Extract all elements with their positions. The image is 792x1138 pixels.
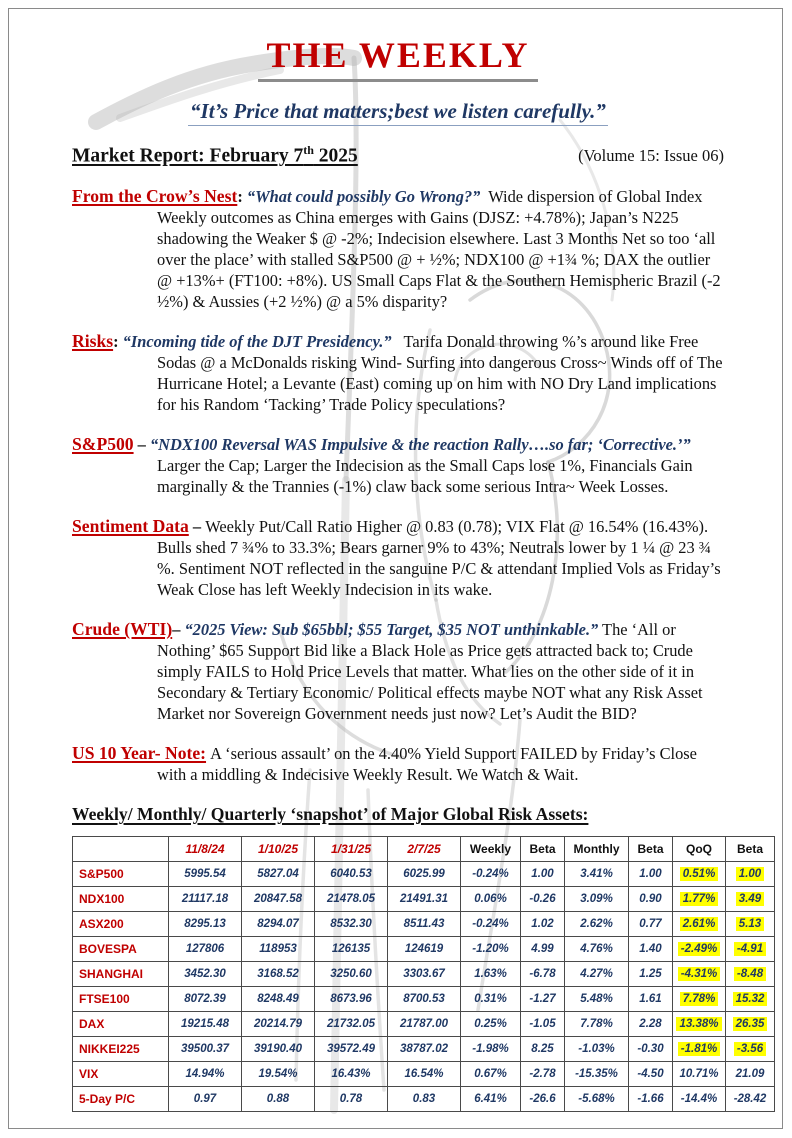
value-cell: 3168.52 — [242, 962, 315, 987]
value-cell: 0.77 — [629, 912, 673, 937]
row-label: S&P500 — [73, 862, 169, 887]
value-cell: 21732.05 — [315, 1012, 388, 1037]
column-header: QoQ — [673, 837, 726, 862]
table-header-row — [73, 837, 775, 862]
value-cell: 7.78% — [673, 987, 726, 1012]
section-sentiment-data — [72, 516, 724, 600]
row-label: NDX100 — [73, 887, 169, 912]
value-cell: 3.49 — [726, 887, 775, 912]
value-cell: 3.09% — [565, 887, 629, 912]
section-quote: “Incoming tide of the DJT Presidency.” — [122, 332, 392, 352]
value-cell: 5827.04 — [242, 862, 315, 887]
value-cell: 1.00 — [521, 862, 565, 887]
section-quote: “2025 View: Sub $65bbl; $55 Target, $35 NOT unthinkable.” — [184, 620, 599, 640]
value-cell: 5.48% — [565, 987, 629, 1012]
value-cell: -8.48 — [726, 962, 775, 987]
value-cell: 19.54% — [242, 1062, 315, 1087]
table-row — [73, 987, 775, 1012]
section-risks — [72, 331, 724, 415]
value-cell: 3.41% — [565, 862, 629, 887]
section-separator: : — [113, 332, 123, 352]
value-cell: 118953 — [242, 937, 315, 962]
value-cell: 39572.49 — [315, 1037, 388, 1062]
row-label: SHANGHAI — [73, 962, 169, 987]
value-cell: -1.05 — [521, 1012, 565, 1037]
value-cell: -1.98% — [461, 1037, 521, 1062]
value-cell: 38787.02 — [388, 1037, 461, 1062]
value-cell: 20214.79 — [242, 1012, 315, 1037]
value-cell: -0.26 — [521, 887, 565, 912]
value-cell: 21787.00 — [388, 1012, 461, 1037]
value-cell: 2.61% — [673, 912, 726, 937]
value-cell: 21.09 — [726, 1062, 775, 1087]
table-row — [73, 1012, 775, 1037]
table-row — [73, 1062, 775, 1087]
row-label: NIKKEI225 — [73, 1037, 169, 1062]
value-cell: 8294.07 — [242, 912, 315, 937]
row-label: VIX — [73, 1062, 169, 1087]
column-header: Beta — [521, 837, 565, 862]
value-cell: -1.27 — [521, 987, 565, 1012]
table-header — [73, 837, 775, 862]
value-cell: -15.35% — [565, 1062, 629, 1087]
section-separator: – — [172, 620, 185, 640]
value-cell: 2.62% — [565, 912, 629, 937]
table-row — [73, 912, 775, 937]
value-cell: 0.97 — [169, 1087, 242, 1112]
value-cell: 8511.43 — [388, 912, 461, 937]
value-cell: -6.78 — [521, 962, 565, 987]
value-cell: 4.99 — [521, 937, 565, 962]
row-label: BOVESPA — [73, 937, 169, 962]
value-cell: -1.66 — [629, 1087, 673, 1112]
table-row — [73, 862, 775, 887]
value-cell: 0.83 — [388, 1087, 461, 1112]
value-cell: 6025.99 — [388, 862, 461, 887]
value-cell: 124619 — [388, 937, 461, 962]
value-cell: 8673.96 — [315, 987, 388, 1012]
value-cell: 16.54% — [388, 1062, 461, 1087]
value-cell: 0.51% — [673, 862, 726, 887]
value-cell: -2.49% — [673, 937, 726, 962]
report-date-ordinal: th — [303, 142, 314, 157]
table-row — [73, 1037, 775, 1062]
column-header: Weekly — [461, 837, 521, 862]
value-cell: 4.27% — [565, 962, 629, 987]
value-cell: -3.56 — [726, 1037, 775, 1062]
section-body: A ‘serious assault’ on the 4.40% Yield Support FAILED by Friday’s Close with a middling & Indecisive Weekly Result. We Watch & Wait. — [157, 744, 697, 785]
value-cell: 0.06% — [461, 887, 521, 912]
tagline: “It’s Price that matters;best we listen carefully.” — [188, 99, 608, 126]
value-cell: -4.50 — [629, 1062, 673, 1087]
value-cell: -0.30 — [629, 1037, 673, 1062]
value-cell: -5.68% — [565, 1087, 629, 1112]
value-cell: -4.91 — [726, 937, 775, 962]
page-title: THE WEEKLY — [258, 36, 537, 82]
row-label: DAX — [73, 1012, 169, 1037]
value-cell: -14.4% — [673, 1087, 726, 1112]
value-cell: 21478.05 — [315, 887, 388, 912]
table-row — [73, 937, 775, 962]
section-body: Weekly Put/Call Ratio Higher @ 0.83 (0.78); VIX Flat @ 16.54% (16.43%). Bulls shed 7 ¾% to 33.3%; Bears garner 9% to 43%; Neutrals lower by 1 ¼ @ 23 ¾ %. Sentiment NOT reflected in the sanguine P/C & attendant Implied Vols as Friday’s Weak Close has left Weekly Indecision in its wake. — [157, 517, 721, 600]
corner-cell — [73, 837, 169, 862]
value-cell: 5.13 — [726, 912, 775, 937]
section-separator: : — [237, 187, 247, 207]
value-cell: 8700.53 — [388, 987, 461, 1012]
section-sp500 — [72, 434, 724, 497]
value-cell: -2.78 — [521, 1062, 565, 1087]
value-cell: 3303.67 — [388, 962, 461, 987]
value-cell: 0.88 — [242, 1087, 315, 1112]
value-cell: 16.43% — [315, 1062, 388, 1087]
value-cell: 2.28 — [629, 1012, 673, 1037]
value-cell: 6.41% — [461, 1087, 521, 1112]
risk-assets-table — [72, 836, 775, 1112]
section-quote: “NDX100 Reversal WAS Impulsive & the reaction Rally….so far; ‘Corrective.’” — [149, 435, 691, 455]
section-header: S&P500 — [72, 434, 134, 455]
section-quote: “What could possibly Go Wrong?” — [246, 187, 481, 207]
value-cell: 26.35 — [726, 1012, 775, 1037]
section-body: Wide dispersion of Global Index Weekly outcomes as China emerges with Gains (DJSZ: +4.78%); Japan’s N225 shadowing the Weaker $ @ -2%; Indecision elsewhere. Last 3 Months Net so too ‘all over the place’ with stalled S&P500 @ + ½%; NDX100 @ +1¾ %; DAX the outlier @ +13%+ (FT100: +8%). US Small Caps Flat & the Southern Hemispheric Brazil (-2 ½%) & Aussies (+2 ½%) @ a 5% disparity? — [157, 187, 721, 312]
value-cell: 1.25 — [629, 962, 673, 987]
table-row — [73, 1087, 775, 1112]
column-header: Beta — [629, 837, 673, 862]
value-cell: 1.02 — [521, 912, 565, 937]
value-cell: 19215.48 — [169, 1012, 242, 1037]
section-body: Tarifa Donald throwing %’s around like Free Sodas @ a McDonalds risking Wind- Surfing into dangerous Cross~ Winds off of The Hurricane Hotel; a Levante (East) coming up on him with NO Dry Land implications for his Random ‘Tacking’ Trade Policy speculations? — [157, 332, 723, 415]
value-cell: 1.00 — [726, 862, 775, 887]
value-cell: 7.78% — [565, 1012, 629, 1037]
section-body: Larger the Cap; Larger the Indecision as the Small Caps lose 1%, Financials Gain marginally & the Trannies (-1%) claw back some serious Intra~ Week Losses. — [157, 456, 693, 497]
row-label: FTSE100 — [73, 987, 169, 1012]
value-cell: -26.6 — [521, 1087, 565, 1112]
section-us-10-year-note — [72, 743, 724, 785]
report-date-suffix: 2025 — [313, 145, 358, 167]
value-cell: 127806 — [169, 937, 242, 962]
value-cell: 0.90 — [629, 887, 673, 912]
value-cell: -28.42 — [726, 1087, 775, 1112]
column-header: Monthly — [565, 837, 629, 862]
value-cell: 8.25 — [521, 1037, 565, 1062]
section-header: Sentiment Data — [72, 516, 189, 537]
row-label: 5-Day P/C — [73, 1087, 169, 1112]
snapshot-heading: Weekly/ Monthly/ Quarterly ‘snapshot’ of Major Global Risk Assets: — [72, 804, 589, 825]
value-cell: 20847.58 — [242, 887, 315, 912]
column-header: 1/31/25 — [315, 837, 388, 862]
value-cell: 0.25% — [461, 1012, 521, 1037]
value-cell: -0.24% — [461, 912, 521, 937]
value-cell: 4.76% — [565, 937, 629, 962]
value-cell: 126135 — [315, 937, 388, 962]
value-cell: 6040.53 — [315, 862, 388, 887]
section-header: From the Crow’s Nest — [72, 186, 238, 207]
value-cell: 1.00 — [629, 862, 673, 887]
value-cell: 15.32 — [726, 987, 775, 1012]
report-date-prefix: Market Report: February 7 — [72, 145, 304, 167]
section-from-the-crows-nest — [72, 186, 724, 312]
section-body: The ‘All or Nothing’ $65 Support Bid like a Black Hole as Price gets attracted back to; Crude simply FAILS to Hold Price Levels that matter. What lies on the other side of it in Secondary & Tertiary Economic/ Political effects maybe NOT what any Risk Asset Market nor Sovereign Government needs just now? Let’s Audit the BID? — [157, 620, 703, 724]
value-cell: -1.03% — [565, 1037, 629, 1062]
section-header: US 10 Year- Note: — [72, 743, 207, 764]
section-header: Crude (WTI) — [72, 619, 173, 640]
section-crude-wti — [72, 619, 724, 724]
value-cell: 0.67% — [461, 1062, 521, 1087]
value-cell: 39500.37 — [169, 1037, 242, 1062]
section-header: Risks — [72, 331, 114, 352]
column-header: 11/8/24 — [169, 837, 242, 862]
value-cell: 3452.30 — [169, 962, 242, 987]
table-body — [73, 862, 775, 1112]
value-cell: 1.77% — [673, 887, 726, 912]
value-cell: 5995.54 — [169, 862, 242, 887]
column-header: 1/10/25 — [242, 837, 315, 862]
value-cell: -4.31% — [673, 962, 726, 987]
value-cell: 8248.49 — [242, 987, 315, 1012]
value-cell: 0.78 — [315, 1087, 388, 1112]
value-cell: 10.71% — [673, 1062, 726, 1087]
value-cell: 21491.31 — [388, 887, 461, 912]
table-row — [73, 962, 775, 987]
section-separator: – — [133, 435, 150, 455]
report-header-row — [72, 143, 724, 168]
value-cell: 8295.13 — [169, 912, 242, 937]
value-cell: 1.40 — [629, 937, 673, 962]
volume-issue: (Volume 15: Issue 06) — [578, 146, 724, 166]
row-label: ASX200 — [73, 912, 169, 937]
newsletter-content — [72, 30, 767, 1112]
column-header: 2/7/25 — [388, 837, 461, 862]
value-cell: 13.38% — [673, 1012, 726, 1037]
column-header: Beta — [726, 837, 775, 862]
value-cell: 8532.30 — [315, 912, 388, 937]
value-cell: 3250.60 — [315, 962, 388, 987]
value-cell: -1.81% — [673, 1037, 726, 1062]
report-date-heading — [72, 143, 358, 168]
value-cell: 39190.40 — [242, 1037, 315, 1062]
value-cell: 1.63% — [461, 962, 521, 987]
value-cell: -1.20% — [461, 937, 521, 962]
value-cell: 8072.39 — [169, 987, 242, 1012]
value-cell: 14.94% — [169, 1062, 242, 1087]
value-cell: 0.31% — [461, 987, 521, 1012]
value-cell: -0.24% — [461, 862, 521, 887]
value-cell: 1.61 — [629, 987, 673, 1012]
section-separator: – — [188, 517, 206, 537]
table-row — [73, 887, 775, 912]
value-cell: 21117.18 — [169, 887, 242, 912]
